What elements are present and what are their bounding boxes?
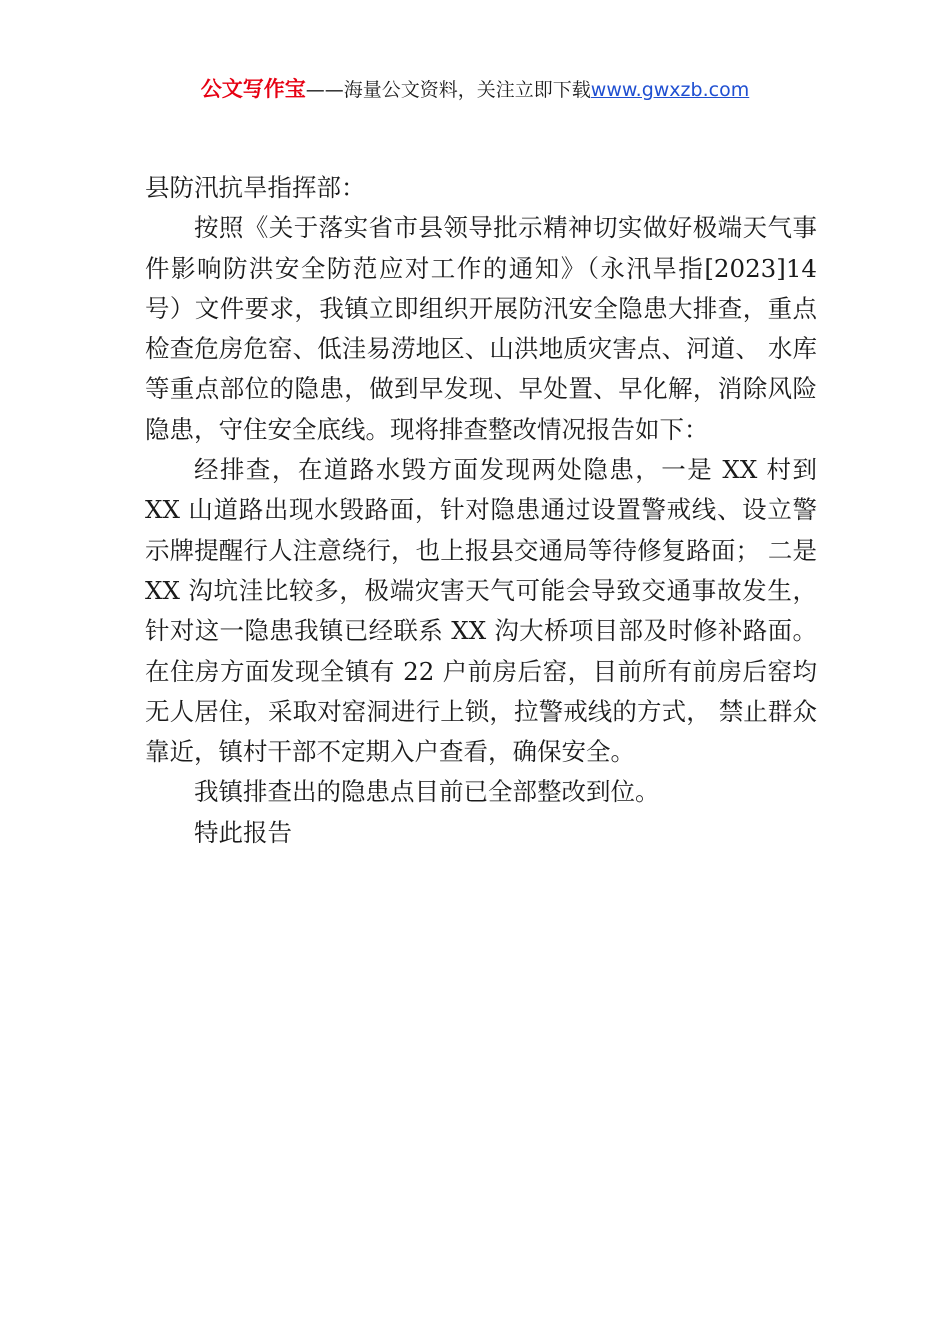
brand-name: 公文写作宝 <box>200 77 306 101</box>
paragraph-intro: 按照《关于落实省市县领导批示精神切实做好极端天气事件影响防洪安全防范应对工作的通知》（永汛旱指[2023]14 号）文件要求，我镇立即组织开展防汛安全隐患大排查，重点检查危房危窑、低洼易涝地区、山洪地质灾害点、河道、 水库等重点部位的隐患，做到早发现、早处置、早化解，消除风险隐患，守住安全底线。现将排查整改情况报告如下： <box>145 213 817 444</box>
paragraph-findings: 经排查，在道路水毁方面发现两处隐患，一是 XX 村到 XX 山道路出现水毁路面，针对隐患通过设置警戒线、设立警示牌提醒行人注意绕行，也上报县交通局等待修复路面； 二是 XX 沟坑洼比较多，极端灾害天气可能会导致交通事故发生，针对这一隐患我镇已经联系 XX 沟大桥项目部及时修补路面。在住房方面发现全镇有 22 户前房后窑，目前所有前房后窑均无人居住，采取对窑洞进行上锁，拉警戒线的方式， 禁止群众靠近，镇村干部不定期入户查看，确保安全。 <box>145 455 817 767</box>
header-tagline: ——海量公文资料，关注立即下载 <box>305 79 591 101</box>
page-header <box>0 74 950 105</box>
document-body <box>145 168 817 853</box>
paragraph-closing: 特此报告 <box>194 817 292 847</box>
website-link[interactable]: www.gwxzb.com <box>590 79 750 101</box>
salutation: 县防汛抗旱指挥部： <box>145 173 366 202</box>
paragraph-conclusion: 我镇排查出的隐患点目前已全部整改到位。 <box>194 777 660 807</box>
